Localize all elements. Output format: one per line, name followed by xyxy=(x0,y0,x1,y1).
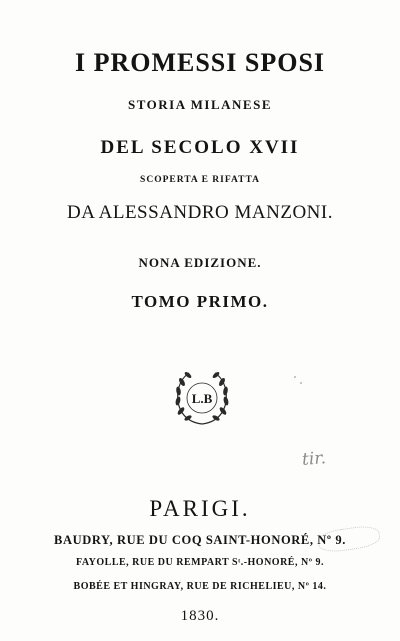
imprint-publisher-1: BAUDRY, RUE DU COQ SAINT-HONORÉ, Nº 9. xyxy=(54,533,346,547)
emblem-initials: L.B xyxy=(191,391,213,406)
ink-speck xyxy=(300,382,302,384)
book-author: DA ALESSANDRO MANZONI. xyxy=(67,202,333,223)
book-title: I PROMESSI SPOSI xyxy=(74,48,326,77)
imprint-publisher-2: FAYOLLE, RUE DU REMPART Sᵗ.-HONORÉ, Nº 9. xyxy=(76,557,324,568)
book-subtitle: STORIA MILANESE xyxy=(128,97,272,112)
book-century: DEL SECOLO XVII xyxy=(100,137,300,158)
book-volume: TOMO PRIMO. xyxy=(131,292,269,311)
book-discovered-line: SCOPERTA E RIFATTA xyxy=(140,175,260,185)
ink-speck xyxy=(294,376,296,378)
laurel-wreath-icon xyxy=(170,366,234,430)
imprint-publisher-3: BOBÉE ET HINGRAY, RUE DE RICHELIEU, Nº 14. xyxy=(73,581,327,592)
handwritten-annotation: tir. xyxy=(301,448,327,470)
imprint-city: PARIGI. xyxy=(149,496,251,521)
book-edition: NONA EDIZIONE. xyxy=(138,255,262,270)
imprint-year: 1830. xyxy=(180,608,220,624)
